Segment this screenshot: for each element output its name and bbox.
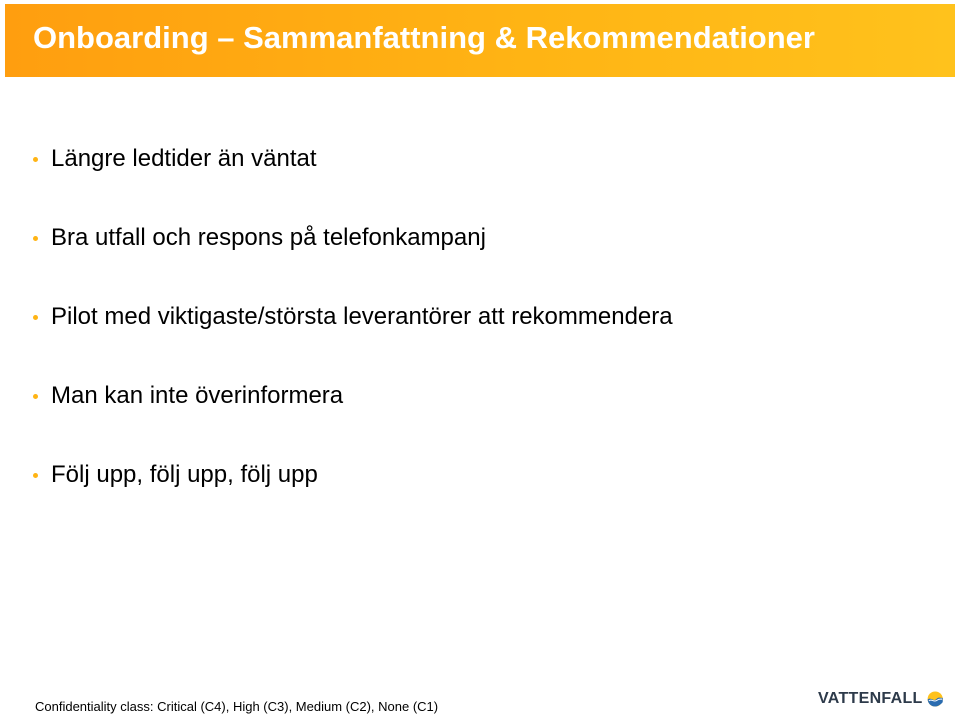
bullet-icon xyxy=(33,236,38,241)
bullet-text: Bra utfall och respons på telefonkampanj xyxy=(51,223,486,251)
bullet-item xyxy=(33,199,673,278)
bullet-icon xyxy=(33,315,38,320)
bullet-text: Man kan inte överinformera xyxy=(51,381,344,409)
bullet-item xyxy=(33,436,673,515)
confidentiality-footer: Confidentiality class: Critical (C4), High (C3), Medium (C2), None (C1) xyxy=(35,699,439,714)
bullet-text: Pilot med viktigaste/största leverantörer att rekommendera xyxy=(51,302,673,330)
bullet-item xyxy=(33,357,673,436)
vattenfall-sun-wave-icon xyxy=(927,686,943,712)
bullet-icon xyxy=(33,157,38,162)
bullet-item xyxy=(33,278,673,357)
bullet-text: Följ upp, följ upp, följ upp xyxy=(51,460,318,488)
logo-wordmark: VATTENFALL xyxy=(818,690,923,707)
bullet-icon xyxy=(33,394,38,399)
bullet-list xyxy=(33,120,673,515)
bullet-icon xyxy=(33,473,38,478)
vattenfall-logo xyxy=(818,684,943,714)
slide-title: Onboarding – Sammanfattning & Rekommendationer xyxy=(33,20,815,55)
bullet-item xyxy=(33,120,673,199)
bullet-text: Längre ledtider än väntat xyxy=(51,144,317,172)
